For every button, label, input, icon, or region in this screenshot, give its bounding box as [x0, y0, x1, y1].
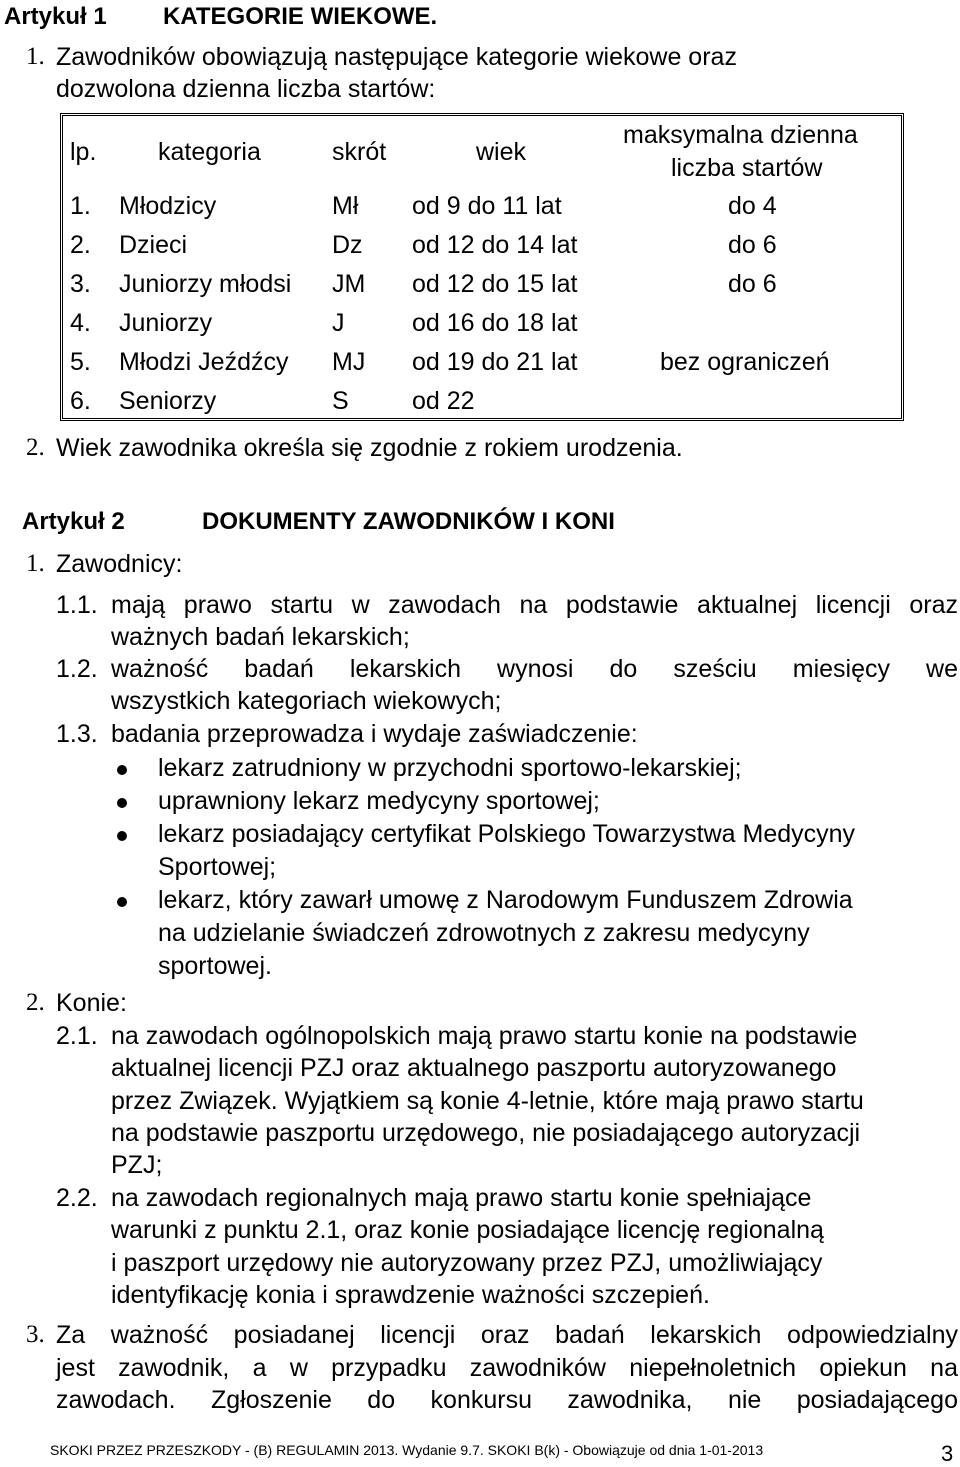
- article-1-title: KATEGORIE WIEKOWE.: [163, 3, 438, 30]
- table-cell-max: do 4: [728, 192, 777, 220]
- item-text: mają prawo startu w zawodach na podstawie aktualnej licencji oraz: [111, 591, 958, 619]
- table-cell-abbr: Mł: [332, 192, 359, 220]
- table-cell-lp: 5.: [70, 348, 91, 376]
- table-header-category: kategoria: [158, 138, 261, 166]
- table-cell-lp: 3.: [70, 270, 91, 298]
- section-number: 1.: [26, 550, 45, 577]
- paragraph-text: dozwolona dzienna liczba startów:: [56, 75, 436, 103]
- paragraph-number: 1.: [26, 43, 45, 70]
- bullet-icon: [117, 897, 127, 907]
- paragraph-text: zawodach. Zgłoszenie do konkursu zawodnika, nie posiadającego: [56, 1386, 958, 1414]
- item-number: 1.3.: [56, 720, 98, 748]
- table-cell-category: Seniorzy: [119, 387, 217, 415]
- bullet-text: sportowej.: [158, 952, 272, 980]
- table-cell-age: od 16 do 18 lat: [412, 309, 578, 337]
- item-text: na zawodach regionalnych mają prawo startu konie spełniające: [111, 1184, 812, 1212]
- table-cell-max: do 6: [728, 231, 777, 259]
- section-label: Konie:: [56, 989, 127, 1017]
- table-header-age: wiek: [476, 138, 527, 166]
- table-cell-age: od 22: [412, 387, 475, 415]
- section-number: 2.: [26, 989, 45, 1016]
- item-text: warunki z punktu 2.1, oraz konie posiadające licencję regionalną: [111, 1216, 824, 1244]
- item-text: aktualnej licencji PZJ oraz aktualnego paszportu autoryzowanego: [111, 1054, 837, 1082]
- table-cell-lp: 1.: [70, 192, 91, 220]
- item-text: na podstawie paszportu urzędowego, nie posiadającego autoryzacji: [111, 1119, 861, 1147]
- article-1-label: Artykuł 1: [4, 3, 107, 30]
- table-cell-lp: 4.: [70, 309, 91, 337]
- bullet-icon: [117, 798, 127, 808]
- bullet-icon: [117, 765, 127, 775]
- table-cell-category: Dzieci: [119, 231, 188, 259]
- paragraph-text: jest zawodnik, a w przypadku zawodników niepełnoletnich opiekun na: [56, 1354, 958, 1382]
- item-number: 2.2.: [56, 1184, 98, 1212]
- page-footer: SKOKI PRZEZ PRZESZKODY - (B) REGULAMIN 2013. Wydanie 9.7. SKOKI B(k) - Obowiązuje od dnia 1-01-2013: [50, 1442, 764, 1458]
- table-cell-abbr: Dz: [332, 231, 363, 259]
- article-2-label: Artykuł 2: [22, 508, 125, 535]
- item-text: i paszport urzędowy nie autoryzowany przez PZJ, umożliwiający: [111, 1249, 823, 1277]
- table-header-lp: lp.: [70, 138, 97, 166]
- table-cell-category: Młodzicy: [119, 192, 217, 220]
- page-number: 3: [941, 1441, 954, 1466]
- bullet-text: lekarz zatrudniony w przychodni sportowo-lekarskiej;: [158, 754, 742, 782]
- table-header-abbr: skrót: [332, 138, 387, 166]
- table-cell-category: Juniorzy młodsi: [119, 270, 292, 298]
- item-text: przez Związek. Wyjątkiem są konie 4-letnie, które mają prawo startu: [111, 1087, 864, 1115]
- paragraph-number: 2.: [26, 434, 45, 461]
- table-cell-abbr: JM: [332, 270, 366, 298]
- item-text: PZJ;: [111, 1151, 163, 1179]
- table-cell-age: od 19 do 21 lat: [412, 348, 578, 376]
- table-cell-category: Juniorzy: [119, 309, 213, 337]
- item-text: na zawodach ogólnopolskich mają prawo startu konie na podstawie: [111, 1022, 858, 1050]
- age-category-table: [60, 113, 904, 421]
- item-number: 1.1.: [56, 591, 98, 619]
- item-text: wszystkich kategoriach wiekowych;: [111, 687, 502, 715]
- article-2-title: DOKUMENTY ZAWODNIKÓW I KONI: [202, 508, 615, 535]
- paragraph-text: Wiek zawodnika określa się zgodnie z rokiem urodzenia.: [56, 434, 683, 462]
- paragraph-text: Za ważność posiadanej licencji oraz badań lekarskich odpowiedzialny: [56, 1321, 958, 1349]
- table-cell-max: do 6: [728, 270, 777, 298]
- table-cell-abbr: S: [332, 387, 349, 415]
- table-header-max: liczba startów: [671, 154, 823, 182]
- table-cell-lp: 2.: [70, 231, 91, 259]
- paragraph-text: Zawodników obowiązują następujące kategorie wiekowe oraz: [56, 43, 737, 71]
- item-text: identyfikację konia i sprawdzenie ważności szczepień.: [111, 1281, 710, 1309]
- bullet-text: na udzielanie świadczeń zdrowotnych z zakresu medycyny: [158, 919, 810, 947]
- table-cell-abbr: J: [332, 309, 345, 337]
- table-cell-age: od 12 do 15 lat: [412, 270, 578, 298]
- table-cell-category: Młodzi Jeźdźcy: [119, 348, 289, 376]
- item-number: 1.2.: [56, 655, 98, 683]
- table-header-max: maksymalna dzienna: [623, 121, 858, 149]
- table-cell-age: od 9 do 11 lat: [412, 192, 562, 220]
- table-cell-max-merged: bez ograniczeń: [660, 348, 830, 376]
- item-text: ważność badań lekarskich wynosi do sześciu miesięcy we: [111, 655, 958, 683]
- section-label: Zawodnicy:: [56, 550, 183, 578]
- bullet-text: lekarz posiadający certyfikat Polskiego Towarzystwa Medycyny: [158, 820, 856, 848]
- item-number: 2.1.: [56, 1022, 98, 1050]
- bullet-icon: [117, 831, 127, 841]
- item-text: badania przeprowadza i wydaje zaświadczenie:: [111, 720, 638, 748]
- bullet-text: lekarz, który zawarł umowę z Narodowym Funduszem Zdrowia: [158, 886, 853, 914]
- bullet-text: uprawniony lekarz medycyny sportowej;: [158, 787, 600, 815]
- table-cell-age: od 12 do 14 lat: [412, 231, 578, 259]
- section-number: 3.: [26, 1321, 45, 1348]
- bullet-text: Sportowej;: [158, 853, 277, 881]
- item-text: ważnych badań lekarskich;: [111, 623, 410, 651]
- table-cell-lp: 6.: [70, 387, 91, 415]
- table-cell-abbr: MJ: [332, 348, 366, 376]
